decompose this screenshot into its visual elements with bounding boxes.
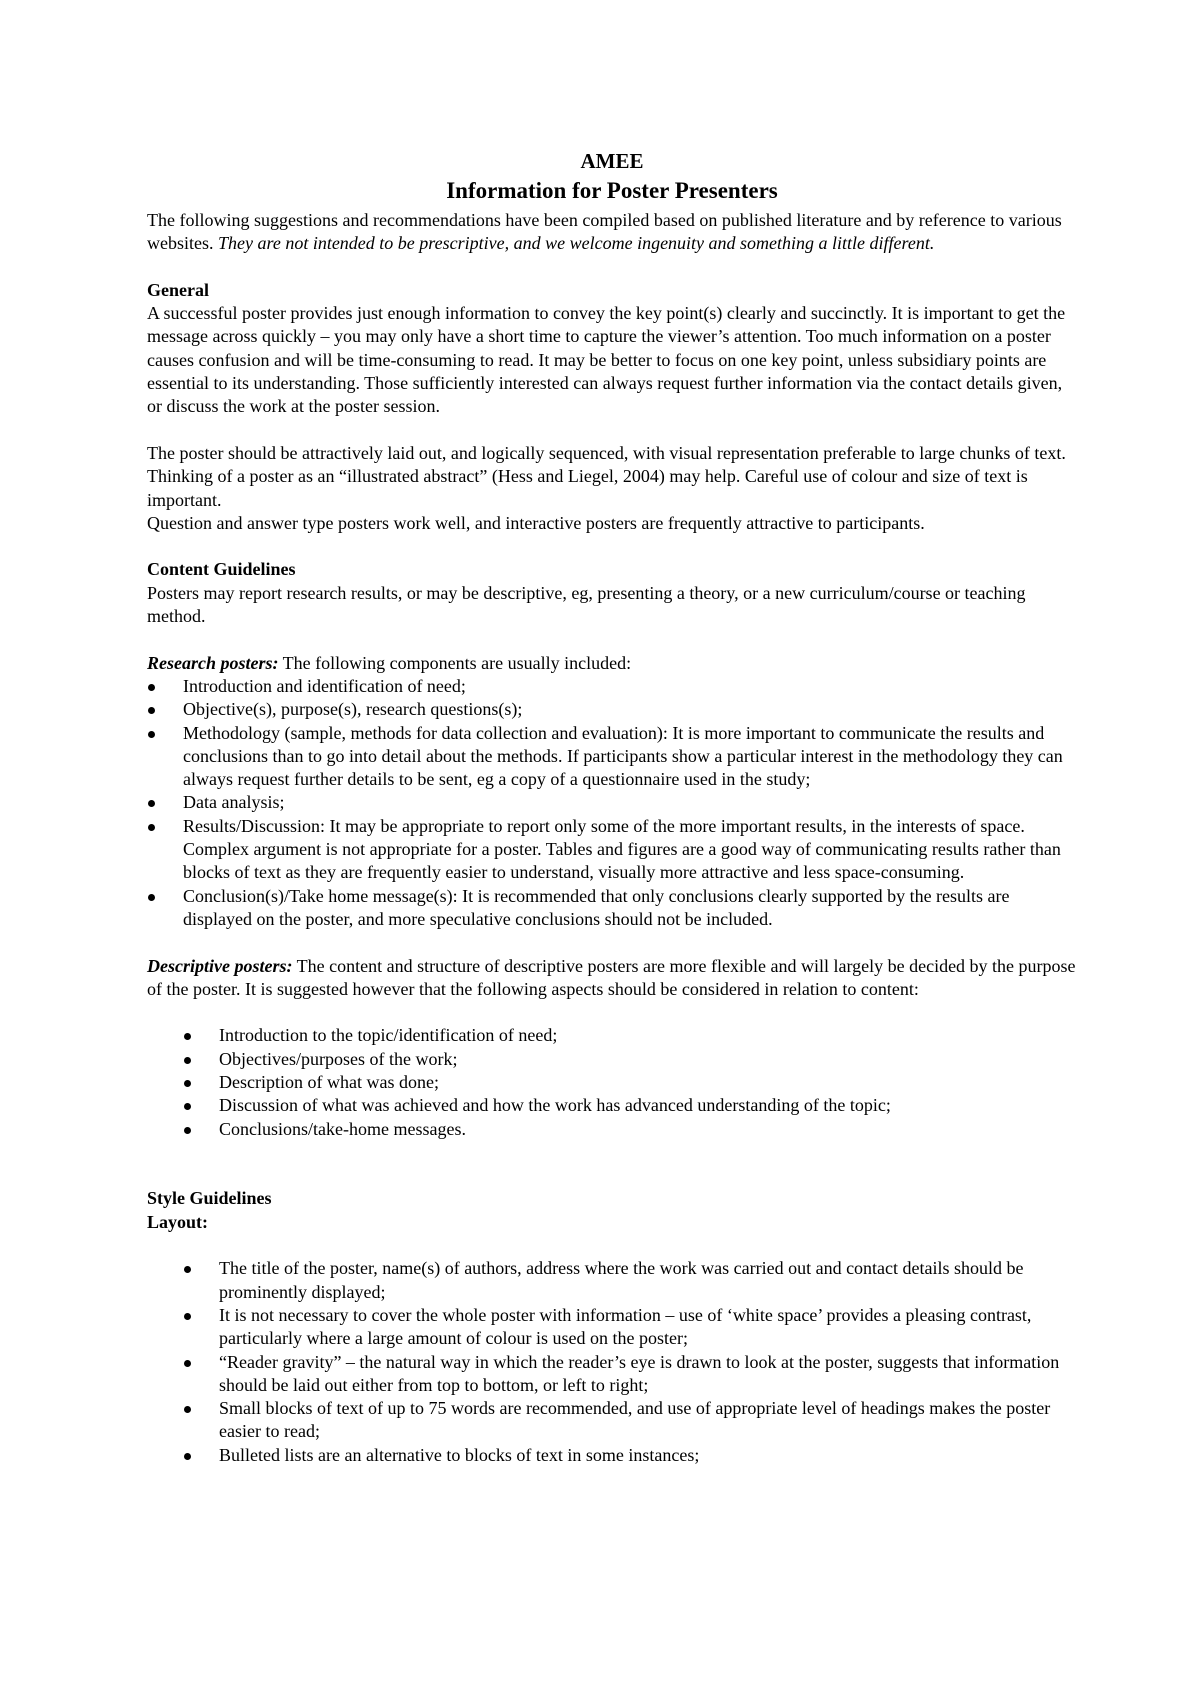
- bullet-icon: [148, 707, 155, 714]
- general-heading: General: [147, 279, 209, 300]
- list-item: Results/Discussion: It may be appropriate to report only some of the more important results, in the interests of space. Complex argument is not appropriate for a poster. Tables and figures are a good way of communicating results rather than blocks of text as they are frequently easier to understand, visually more attractive and less space-consuming.: [147, 815, 1077, 885]
- descriptive-list: [147, 1024, 1077, 1140]
- list-item: Description of what was done;: [147, 1071, 1077, 1094]
- content-heading: Content Guidelines: [147, 559, 296, 580]
- bullet-icon: [184, 1080, 191, 1087]
- bullet-icon: [184, 1360, 191, 1367]
- bullet-icon: [184, 1103, 191, 1110]
- list-item: Data analysis;: [147, 791, 1077, 814]
- bullet-icon: [148, 824, 155, 831]
- style-heading: Style Guidelines: [147, 1188, 272, 1209]
- content-intro: Posters may report research results, or may be descriptive, eg, presenting a theory, or a new curriculum/course or teaching method.: [147, 582, 1026, 627]
- research-posters-intro: [147, 652, 1077, 675]
- list-item: Conclusions/take-home messages.: [147, 1118, 1077, 1141]
- bullet-icon: [184, 1127, 191, 1134]
- descriptive-posters-text: The content and structure of descriptive posters are more flexible and will largely be decided by the purpose of the poster. It is suggested however that the following aspects should be considered in relation to content:: [147, 955, 1076, 999]
- list-item: The title of the poster, name(s) of authors, address where the work was carried out and contact details should be prominently displayed;: [147, 1257, 1077, 1304]
- page-title: Information for Poster Presenters: [446, 178, 778, 203]
- bullet-icon: [148, 894, 155, 901]
- list-item: Introduction to the topic/identification of need;: [147, 1024, 1077, 1047]
- list-item: It is not necessary to cover the whole poster with information – use of ‘white space’ provides a pleasing contrast, particularly where a large amount of colour is used on the poster;: [147, 1304, 1077, 1351]
- list-item: Methodology (sample, methods for data collection and evaluation): It is more important to communicate the results and conclusions than to go into detail about the methods. If participants show a particular interest in the methodology they can always request further details to be sent, eg a copy of a questionnaire used in the study;: [147, 722, 1077, 792]
- intro-italic: They are not intended to be prescriptive, and we welcome ingenuity and something a little different.: [218, 233, 935, 254]
- bullet-icon: [184, 1266, 191, 1273]
- bullet-icon: [148, 731, 155, 738]
- list-item: Discussion of what was achieved and how the work has advanced understanding of the topic;: [147, 1094, 1077, 1117]
- general-paragraph-3: Question and answer type posters work well, and interactive posters are frequently attractive to participants.: [147, 512, 925, 533]
- research-posters-label: Research posters:: [147, 652, 279, 673]
- list-item: Objective(s), purpose(s), research questions(s);: [147, 698, 1077, 721]
- list-item: “Reader gravity” – the natural way in which the reader’s eye is drawn to look at the poster, suggests that information should be laid out either from top to bottom, or left to right;: [147, 1351, 1077, 1398]
- research-posters-text: The following components are usually included:: [278, 652, 632, 673]
- descriptive-posters-intro: [147, 955, 1077, 1002]
- list-item: Small blocks of text of up to 75 words are recommended, and use of appropriate level of headings makes the poster easier to read;: [147, 1397, 1077, 1444]
- general-paragraph-1: A successful poster provides just enough information to convey the key point(s) clearly and succinctly. It is important to get the message across quickly – you may only have a short time to capture the viewer’s attention. Too much information on a poster causes confusion and will be time-consuming to read. It may be better to focus on one key point, unless subsidiary points are essential to its understanding. Those sufficiently interested can always request further information via the contact details given, or discuss the work at the poster session.: [147, 303, 1066, 417]
- descriptive-posters-label: Descriptive posters:: [147, 955, 293, 976]
- intro-text: The following suggestions and recommendations have been compiled based on published literature and by reference to various websites.: [147, 210, 1062, 254]
- document-page: [147, 146, 1077, 1467]
- bullet-icon: [184, 1453, 191, 1460]
- intro-paragraph: [147, 209, 1077, 256]
- layout-heading: Layout:: [147, 1211, 209, 1232]
- org-title: AMEE: [580, 149, 644, 173]
- list-item: Introduction and identification of need;: [147, 675, 1077, 698]
- bullet-icon: [184, 1313, 191, 1320]
- general-paragraph-2: The poster should be attractively laid out, and logically sequenced, with visual representation preferable to large chunks of text. Thinking of a poster as an “illustrated abstract” (Hess and Liegel, 2004) may help. Careful use of colour and size of text is important.: [147, 442, 1066, 510]
- bullet-icon: [184, 1057, 191, 1064]
- list-item: Conclusion(s)/Take home message(s): It is recommended that only conclusions clearly supported by the results are displayed on the poster, and more speculative conclusions should not be included.: [147, 885, 1077, 932]
- bullet-icon: [184, 1033, 191, 1040]
- list-item: Objectives/purposes of the work;: [147, 1048, 1077, 1071]
- bullet-icon: [148, 684, 155, 691]
- layout-list: [147, 1257, 1077, 1467]
- bullet-icon: [148, 800, 155, 807]
- bullet-icon: [184, 1406, 191, 1413]
- list-item: Bulleted lists are an alternative to blocks of text in some instances;: [147, 1444, 1077, 1467]
- research-list: [147, 675, 1077, 931]
